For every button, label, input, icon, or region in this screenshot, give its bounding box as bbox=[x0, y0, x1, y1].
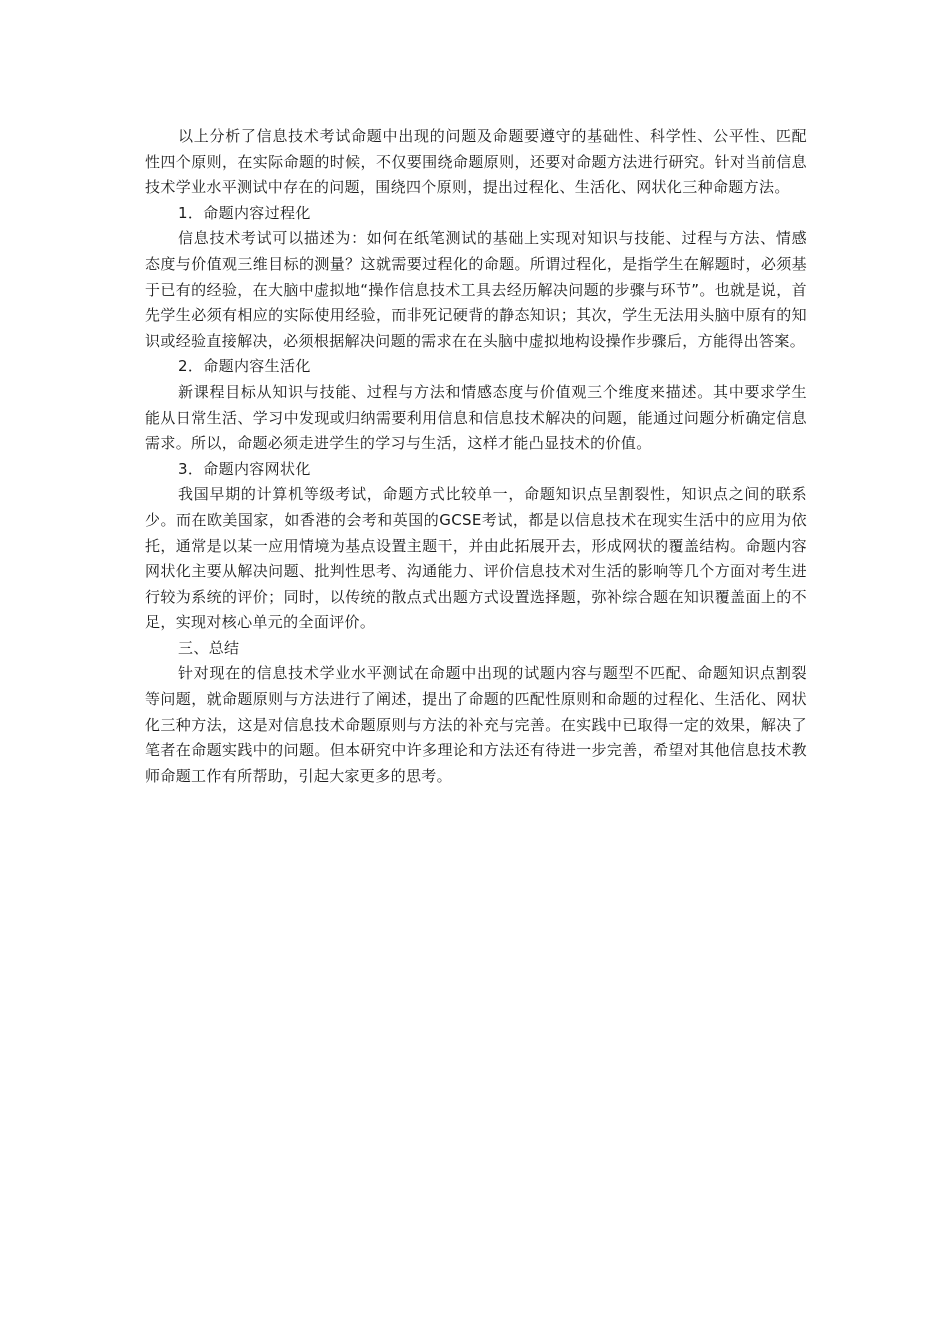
intro-paragraph: 以上分析了信息技术考试命题中出现的问题及命题要遵守的基础性、科学性、公平性、匹配性四个原则，在实际命题的时候，不仅要围绕命题原则，还要对命题方法进行研究。针对当前信息技术学业水平测试中存在的问题，围绕四个原则，提出过程化、生活化、网状化三种命题方法。 bbox=[145, 127, 807, 197]
life-paragraph: 新课程目标从知识与技能、过程与方法和情感态度与价值观三个维度来描述。其中要求学生能从日常生活、学习中发现或归纳需要利用信息和信息技术解决的问题，能通过问题分析确定信息需求。所以，命题必须走进学生的学习与生活，这样才能凸显技术的价值。 bbox=[145, 382, 807, 453]
document-body bbox=[145, 124, 807, 789]
section-heading-process: 1．命题内容过程化 bbox=[178, 203, 311, 222]
process-paragraph: 信息技术考试可以描述为：如何在纸笔测试的基础上实现对知识与技能、过程与方法、情感态度与价值观三维目标的测量？这就需要过程化的命题。所谓过程化，是指学生在解题时，必须基于已有的经验，在大脑中虚拟地“操作信息技术工具去经历解决问题的步骤与环节”。也就是说，首先学生必须有相应的实际使用经验，而非死记硬背的静态知识；其次，学生无法用头脑中原有的知识或经验直接解决，必须根据解决问题的需求在在头脑中虚拟地构设操作步骤后，方能得出答案。 bbox=[145, 229, 807, 350]
section-heading-life: 2．命题内容生活化 bbox=[178, 357, 311, 376]
section-heading-summary: 三、总结 bbox=[178, 638, 240, 657]
network-paragraph: 我国早期的计算机等级考试，命题方式比较单一，命题知识点呈割裂性，知识点之间的联系少。而在欧美国家，如香港的会考和英国的GCSE考试，都是以信息技术在现实生活中的应用为依托，通常是以某一应用情境为基点设置主题干，并由此拓展开去，形成网状的覆盖结构。命题内容网状化主要从解决问题、批判性思考、沟通能力、评价信息技术对生活的影响等几个方面对考生进行较为系统的评价；同时，以传统的散点式出题方式设置选择题，弥补综合题在知识覆盖面上的不足，实现对核心单元的全面评价。 bbox=[145, 485, 807, 632]
summary-paragraph: 针对现在的信息技术学业水平测试在命题中出现的试题内容与题型不匹配、命题知识点割裂等问题，就命题原则与方法进行了阐述，提出了命题的匹配性原则和命题的过程化、生活化、网状化三种方法，这是对信息技术命题原则与方法的补充与完善。在实践中已取得一定的效果，解决了笔者在命题实践中的问题。但本研究中许多理论和方法还有待进一步完善，希望对其他信息技术教师命题工作有所帮助，引起大家更多的思考。 bbox=[145, 664, 807, 785]
section-heading-network: 3．命题内容网状化 bbox=[178, 459, 311, 478]
